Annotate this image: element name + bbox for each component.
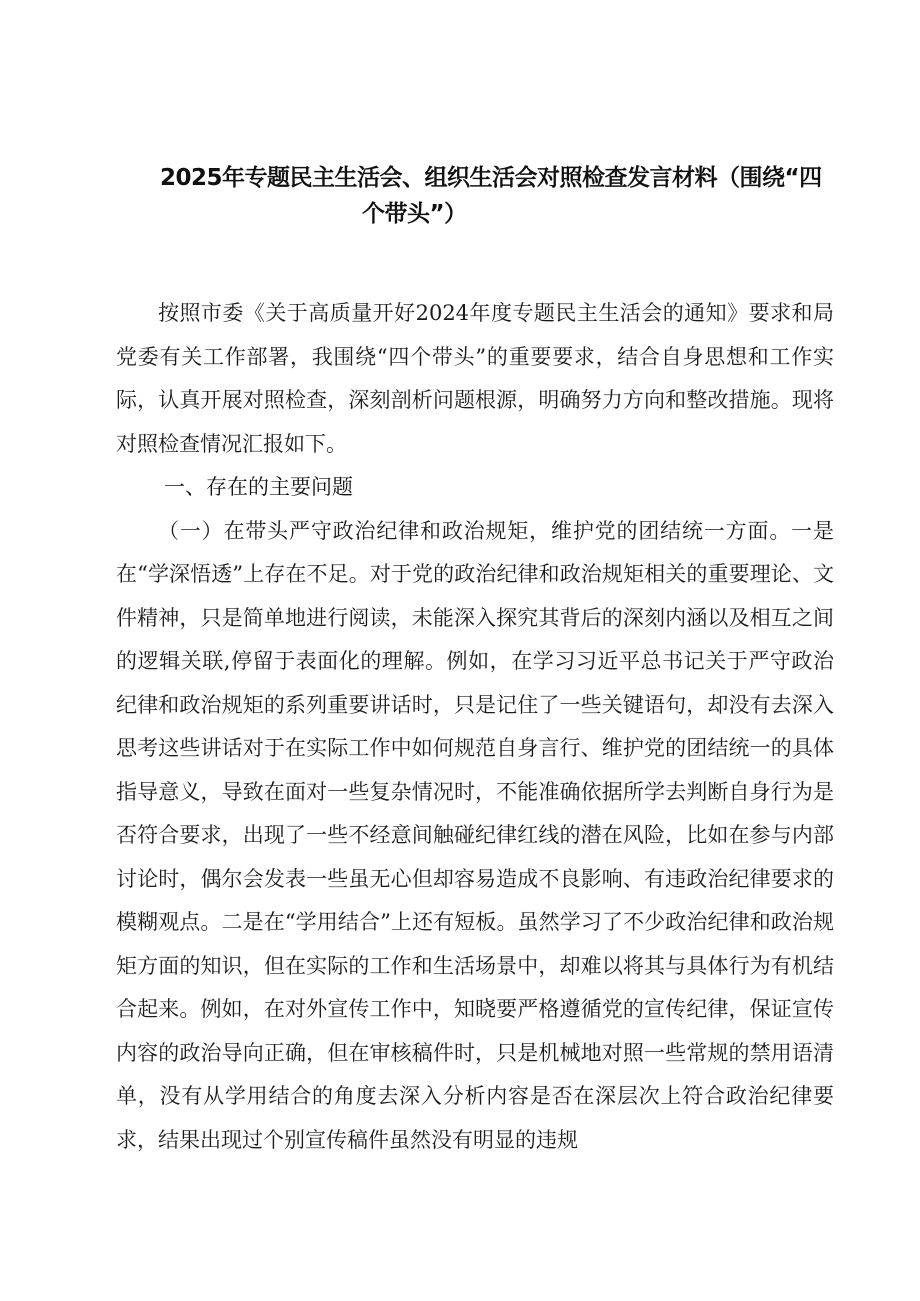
title-line-1: 2025年专题民主生活会、组织生活会对照检查发言材料（围绕“四 xyxy=(160,165,822,191)
intro-paragraph: 按照市委《关于高质量开好2024年度专题民主生活会的通知》要求和局党委有关工作部署，我围绕“四个带头”的重要要求，结合自身思想和工作实际，认真开展对照检查，深刻剖析问题根源，明确努力方向和整改措施。现将对照检查情况汇报如下。 xyxy=(116,301,834,456)
subsection-paragraph: （一）在带头严守政治纪律和政治规矩，维护党的团结统一方面。一是在“学深悟透”上存在不足。对于党的政治纪律和政治规矩相关的重要理论、文件精神，只是简单地进行阅读，未能深入探究其背后的深刻内涵以及相互之间的逻辑关联,停留于表面化的理解。例如，在学习习近平总书记关于严守政治纪律和政治规矩的系列重要讲话时，只是记住了一些关键语句，却没有去深入思考这些讲话对于在实际工作中如何规范自身言行、维护党的团结统一的具体指导意义，导致在面对一些复杂情况时，不能准确依据所学去判断自身行为是否符合要求，出现了一些不经意间触碰纪律红线的潜在风险，比如在参与内部讨论时，偶尔会发表一些虽无心但却容易造成不良影响、有违政治纪律要求的模糊观点。二是在“学用结合”上还有短板。虽然学习了不少政治纪律和政治规矩方面的知识，但在实际的工作和生活场景中，却难以将其与具体行为有机结合起来。例如，在对外宣传工作中，知晓要严格遵循党的宣传纪律，保证宣传内容的政治导向正确，但在审核稿件时，只是机械地对照一些常规的禁用语清单，没有从学用结合的角度去深入分析内容是否在深层次上符合政治纪律要求，结果出现过个别宣传稿件虽然没有明显的违规 xyxy=(116,518,834,1152)
document-body xyxy=(116,292,834,1162)
document-title xyxy=(160,160,850,232)
title-line-2: 个带头”） xyxy=(362,201,467,227)
section-heading: 一、存在的主要问题 xyxy=(164,475,353,499)
